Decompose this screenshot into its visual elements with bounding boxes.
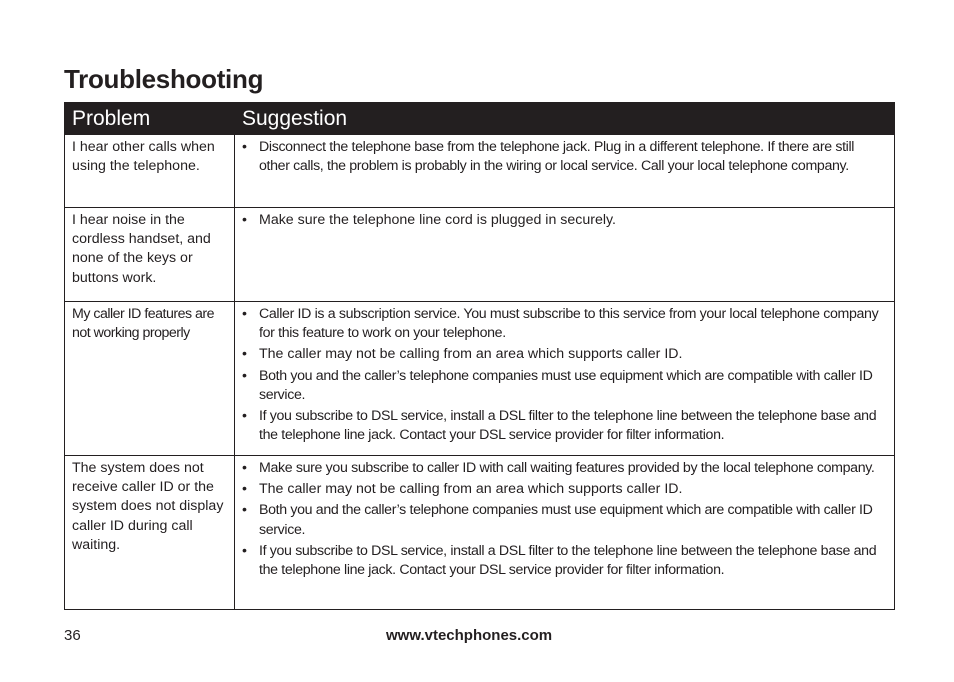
- suggestion-text: Disconnect the telephone base from the telephone jack. Plug in a different telephone. If there are still other calls, the problem is probably in the wiring or local service. Call your local telephone company.: [259, 139, 855, 175]
- column-header-suggestion: Suggestion: [235, 103, 895, 135]
- bullet-icon: •: [242, 408, 247, 425]
- suggestion-text: If you subscribe to DSL service, install a DSL filter to the telephone line between the telephone base and the telephone line jack. Contact your DSL service provider for filter information.: [259, 542, 877, 579]
- page-title: Troubleshooting: [64, 64, 264, 94]
- suggestion-text: The caller may not be calling from an area which supports caller ID.: [259, 346, 683, 363]
- table-row: [65, 456, 895, 610]
- suggestion-item: [241, 305, 887, 343]
- bullet-icon: •: [242, 502, 247, 519]
- table-header-row: [65, 103, 895, 135]
- page-number: 36: [64, 627, 81, 644]
- bullet-icon: •: [242, 346, 247, 363]
- suggestion-text: Make sure the telephone line cord is plugged in securely.: [259, 212, 617, 228]
- suggestion-item: [241, 459, 887, 478]
- problem-cell: The system does not receive caller ID or the system does not display caller ID during call waiting.: [65, 456, 235, 610]
- suggestion-text: Both you and the caller’s telephone companies must use equipment which are compatible with caller ID service.: [259, 367, 873, 403]
- bullet-icon: •: [242, 139, 247, 155]
- suggestion-cell: [235, 208, 895, 302]
- problem-cell: I hear other calls when using the telephone.: [65, 135, 235, 208]
- suggestion-item: [241, 367, 887, 405]
- suggestion-item: [241, 138, 887, 176]
- suggestion-cell: [235, 135, 895, 208]
- suggestion-text: Both you and the caller’s telephone companies must use equipment which are compatible with caller ID service.: [259, 502, 873, 538]
- suggestion-text: The caller may not be calling from an area which supports caller ID.: [259, 481, 683, 498]
- suggestion-cell: [235, 302, 895, 456]
- troubleshooting-table: [64, 102, 895, 610]
- suggestion-item: [241, 407, 887, 445]
- suggestion-text: Make sure you subscribe to caller ID with call waiting features provided by the local telephone company.: [259, 460, 875, 476]
- problem-cell: I hear noise in the cordless handset, and none of the keys or buttons work.: [65, 208, 235, 302]
- suggestion-item: [241, 542, 887, 580]
- bullet-icon: •: [242, 306, 247, 322]
- column-header-problem: Problem: [65, 103, 235, 135]
- bullet-icon: •: [242, 367, 247, 384]
- suggestion-item: [241, 480, 887, 499]
- bullet-icon: •: [242, 481, 247, 498]
- suggestion-item: [241, 345, 887, 364]
- bullet-icon: •: [242, 460, 247, 476]
- bullet-icon: •: [242, 212, 247, 228]
- table-row: [65, 208, 895, 302]
- bullet-icon: •: [242, 542, 247, 559]
- problem-cell: My caller ID features are not working properly: [65, 302, 235, 456]
- footer-url: www.vtechphones.com: [386, 627, 553, 644]
- suggestion-cell: [235, 456, 895, 610]
- suggestion-item: [241, 211, 887, 230]
- table-row: [65, 302, 895, 456]
- suggestion-text: Caller ID is a subscription service. You must subscribe to this service from your local telephone company for this feature to work on your telephone.: [259, 306, 879, 342]
- table-row: [65, 135, 895, 208]
- suggestion-item: [241, 501, 887, 539]
- suggestion-text: If you subscribe to DSL service, install a DSL filter to the telephone line between the telephone base and the telephone line jack. Contact your DSL service provider for filter information.: [259, 408, 877, 444]
